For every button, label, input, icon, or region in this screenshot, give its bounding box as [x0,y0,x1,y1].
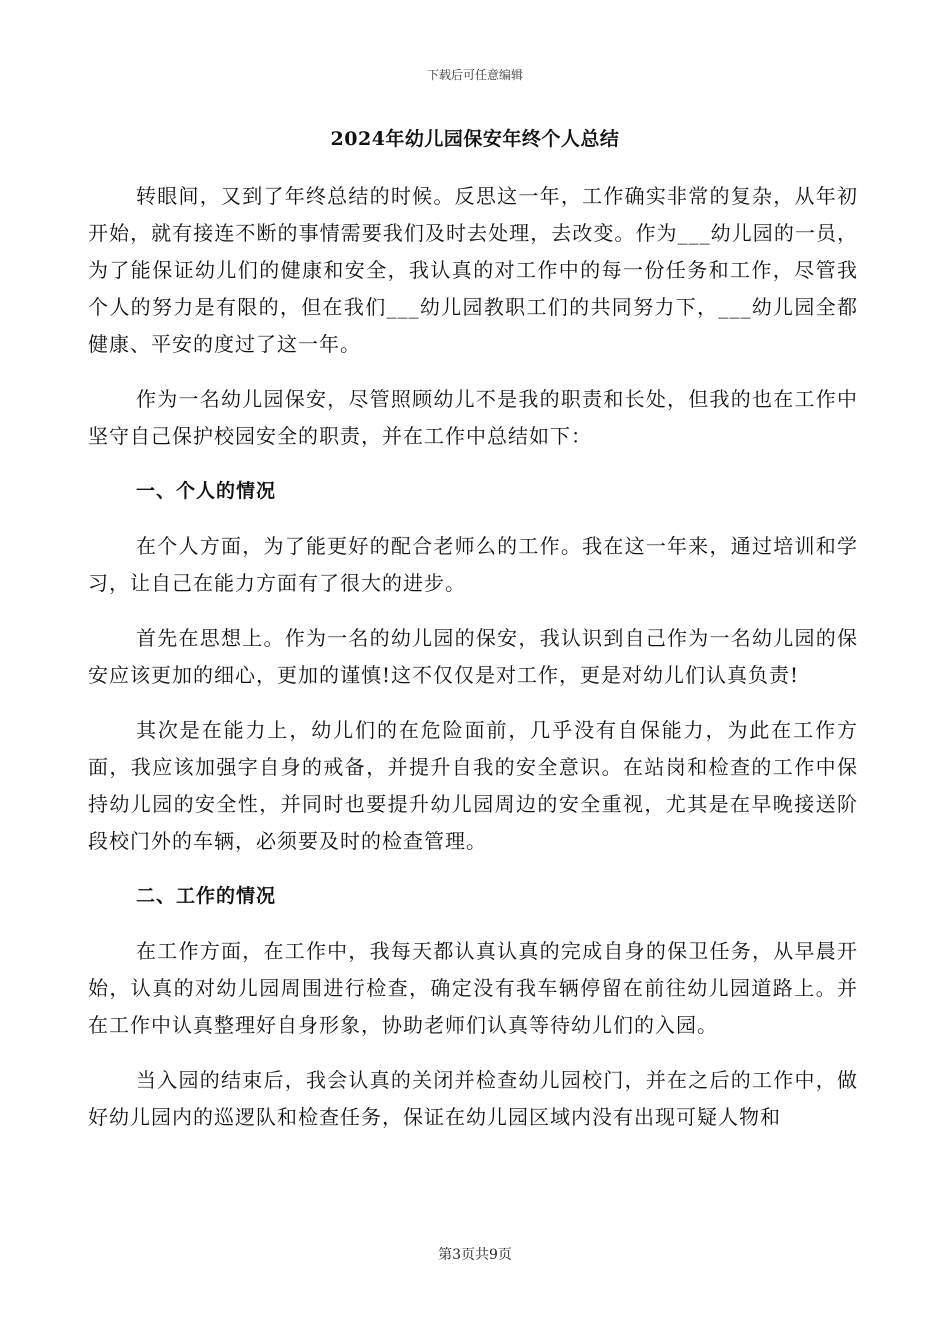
paragraph-thinking: 首先在思想上。作为一名的幼儿园的保安，我认识到自己作为一名幼儿园的保安应该更加的细心，更加的谨慎!这不仅仅是对工作，更是对幼儿们认真负责! [88,626,858,687]
paragraph-summary-lead: 作为一名幼儿园保安，尽管照顾幼儿不是我的职责和长处，但我的也在工作中坚守自己保护校园安全的职责，并在工作中总结如下： [88,387,858,448]
document-title: 2024年幼儿园保安年终个人总结 [330,128,620,150]
section-heading-work: 二、工作的情况 [136,885,277,907]
document-body [88,178,858,1154]
header-note: 下载后可任意编辑 [426,68,523,82]
paragraph-closing: 当入园的结束后，我会认真的关闭并检查幼儿园校门，并在之后的工作中，做好幼儿园内的巡逻队和检查任务，保证在幼儿园区域内没有出现可疑人物和 [88,1068,858,1129]
paragraph-intro: 转眼间，又到了年终总结的时候。反思这一年，工作确实非常的复杂，从年初开始，就有接连不断的事情需要我们及时去处理，去改变。作为___幼儿园的一员，为了能保证幼儿们的健康和安全，我认真的对工作中的每一份任务和工作，尽管我个人的努力是有限的，但在我们___幼儿园教职工们的共同努力下，___幼儿园全都健康、平安的度过了这一年。 [88,184,858,356]
paragraph-personal: 在个人方面，为了能更好的配合老师么的工作。我在这一年来，通过培训和学习，让自己在能力方面有了很大的进步。 [88,534,858,595]
page-number: 第3页共9页 [438,1247,512,1263]
section-heading-personal: 一、个人的情况 [136,480,277,502]
paragraph-work: 在工作方面，在工作中，我每天都认真认真的完成自身的保卫任务，从早晨开始，认真的对幼儿园周围进行检查，确定没有我车辆停留在前往幼儿园道路上。并在工作中认真整理好自身形象，协助老师们认真等待幼儿们的入园。 [88,939,858,1037]
paragraph-ability: 其次是在能力上，幼儿们的在危险面前，几乎没有自保能力，为此在工作方面，我应该加强字自身的戒备，并提升自我的安全意识。在站岗和检查的工作中保持幼儿园的安全性，并同时也要提升幼儿园周边的安全重视，尤其是在早晚接送阶段校门外的车辆，必须要及时的检查管理。 [88,718,858,853]
